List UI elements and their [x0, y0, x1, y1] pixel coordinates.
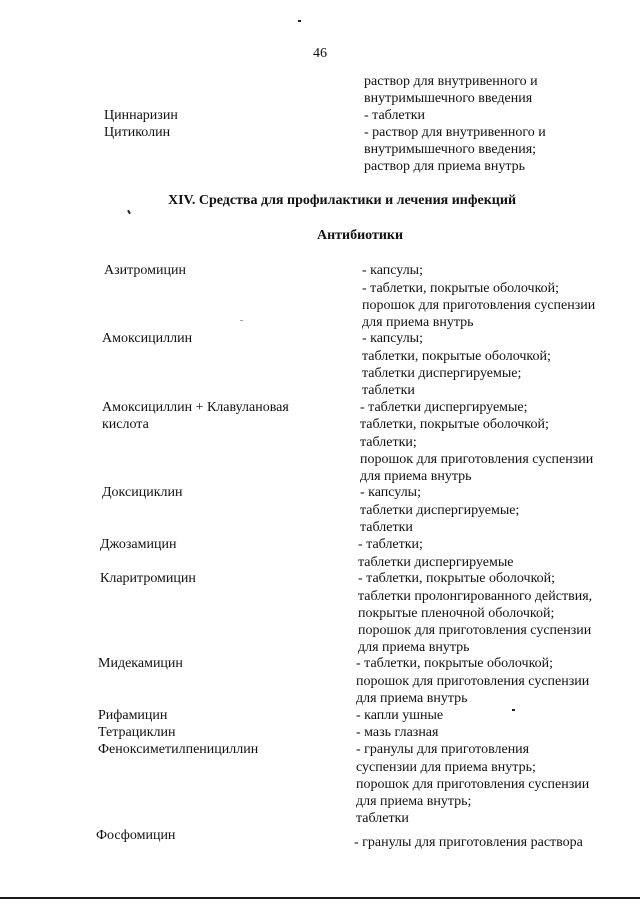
scan-speck [512, 709, 515, 711]
drug-name: кислота [102, 417, 149, 432]
form-line: для приема внутрь [362, 315, 474, 330]
form-line: - таблетки диспергируемые; [360, 400, 528, 415]
form-line: покрытые пленочной оболочкой; [358, 606, 555, 621]
drug-name: Амоксициллин + Клавулановая [102, 400, 289, 415]
form-line: внутримышечного введения [364, 91, 533, 106]
form-line: суспензии для приема внутрь; [356, 760, 536, 775]
form-line: для приема внутрь; [356, 794, 472, 809]
form-line: таблетки, покрытые оболочкой; [360, 417, 549, 432]
drug-name: Рифамицин [98, 708, 168, 723]
form-line: таблетки; [360, 435, 417, 450]
drug-name: Феноксиметилпенициллин [98, 742, 259, 757]
drug-name: Мидекамицин [98, 656, 183, 671]
form-line: для приема внутрь [358, 640, 470, 655]
scan-speck [240, 320, 243, 321]
subsection-title: Антибиотики [316, 228, 404, 243]
form-line: таблетки, покрытые оболочкой; [362, 349, 551, 364]
drug-name: Фосфомицин [96, 828, 176, 843]
form-line: порошок для приготовления суспензии [356, 674, 590, 689]
drug-name: Доксициклин [102, 485, 183, 500]
form-line: таблетки диспергируемые [358, 555, 514, 570]
form-line: - капсулы; [362, 331, 423, 346]
form-line: раствор для приема внутрь [364, 159, 526, 174]
form-line: - мазь глазная [356, 725, 439, 740]
drug-name: Цитиколин [104, 125, 171, 140]
form-line: - таблетки, покрытые оболочкой; [356, 656, 554, 671]
form-line: - капсулы; [362, 263, 423, 278]
page-number: 46 [313, 46, 327, 61]
form-line: таблетки [362, 383, 415, 398]
scan-speck [298, 20, 301, 22]
form-line: порошок для приготовления суспензии [362, 298, 596, 313]
form-line: - капсулы; [360, 485, 421, 500]
form-line: таблетки пролонгированного действия, [358, 589, 593, 604]
form-line: для приема внутрь [356, 691, 468, 706]
drug-name: Кларитромицин [100, 571, 196, 586]
form-line: порошок для приготовления суспензии [358, 623, 592, 638]
form-line: - таблетки, покрытые оболочкой; [362, 281, 560, 296]
form-line: - таблетки [364, 108, 426, 123]
form-line: - гранулы для приготовления [356, 742, 530, 757]
drug-name: Циннаризин [104, 108, 178, 123]
form-line: - гранулы для приготовления раствора [354, 835, 583, 850]
section-title: XIV. Средства для профилактики и лечения инфекций [167, 193, 517, 208]
drug-name: Амоксициллин [102, 331, 193, 346]
form-line: таблетки диспергируемые; [362, 366, 522, 381]
form-line: - таблетки; [358, 537, 423, 552]
form-line: таблетки [356, 811, 409, 826]
drug-name: Тетрациклин [98, 725, 176, 740]
drug-name: Азитромицин [104, 263, 186, 278]
form-line: - капли ушные [356, 708, 444, 723]
form-line: порошок для приготовления суспензии [360, 452, 594, 467]
form-line: таблетки диспергируемые; [360, 503, 520, 518]
drug-name: Джозамицин [100, 537, 177, 552]
form-line: внутримышечного введения; [364, 142, 537, 157]
page-bottom-edge [0, 897, 640, 899]
scan-speck [127, 210, 131, 214]
form-line: - раствор для внутривенного и [364, 125, 546, 140]
form-line: для приема внутрь [360, 469, 472, 484]
form-line: - таблетки, покрытые оболочкой; [358, 571, 556, 586]
form-line: таблетки [360, 520, 413, 535]
form-line: порошок для приготовления суспензии [356, 777, 590, 792]
form-line: раствор для внутривенного и [364, 74, 538, 89]
